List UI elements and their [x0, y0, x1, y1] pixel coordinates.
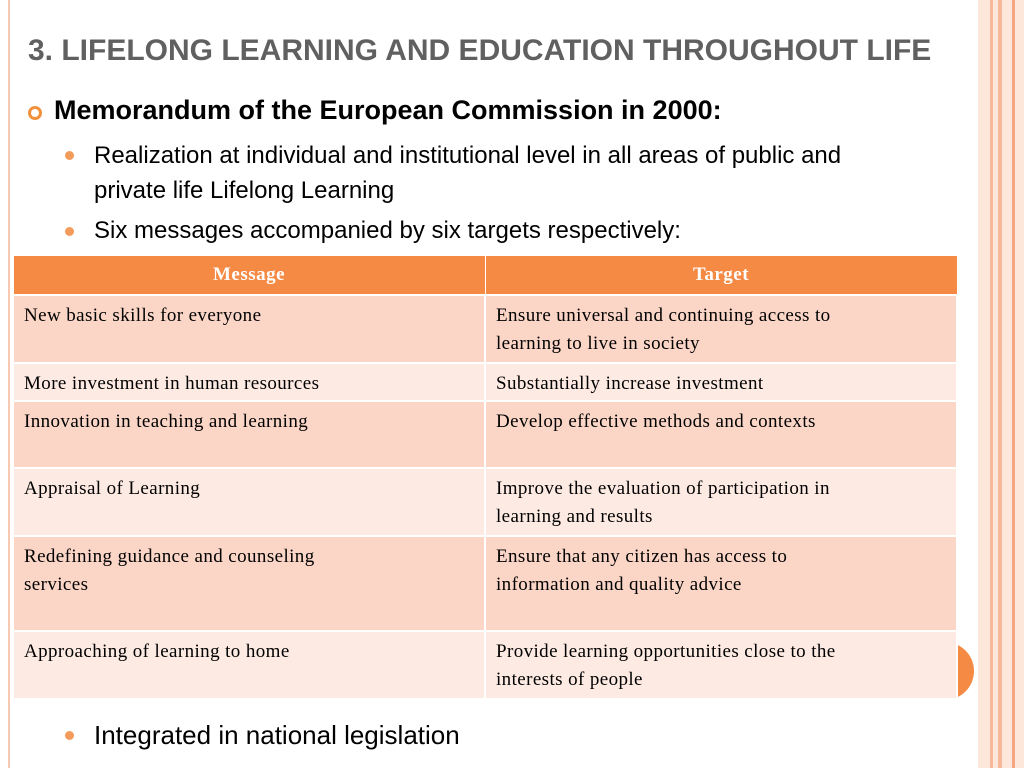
right-stripe-decoration [978, 0, 990, 768]
sub-bullet-text-continued: private life Lifelong Learning [94, 177, 395, 204]
target-cell [485, 536, 957, 631]
main-bullet-text: Memorandum of the European Commission in 2000: [54, 95, 722, 125]
target-cell [485, 631, 957, 699]
target-cell [485, 295, 957, 363]
ring-bullet-icon [28, 106, 42, 120]
message-cell [13, 295, 485, 363]
column-header-target: Target [485, 256, 957, 296]
cell-line: New basic skills for everyone [24, 305, 262, 326]
cell-line: Substantially increase investment [496, 373, 764, 394]
cell-line: services [24, 574, 89, 595]
cell-line: Approaching of learning to home [24, 641, 290, 662]
cell-line: learning to live in society [496, 333, 700, 354]
slide-title: 3. LIFELONG LEARNING AND EDUCATION THROUGHOUT LIFE [28, 34, 932, 67]
bullet-dot-icon [65, 227, 74, 236]
table-row [13, 401, 957, 468]
bullet-dot-icon [65, 151, 74, 160]
cell-line: learning and results [496, 506, 653, 527]
cell-line: Innovation in teaching and learning [24, 411, 309, 432]
right-stripe-decoration [1015, 0, 1024, 768]
target-cell [485, 363, 957, 401]
table-row [13, 363, 957, 401]
messages-targets-table [12, 255, 958, 700]
column-header-message: Message [13, 256, 485, 296]
cell-line: Appraisal of Learning [24, 478, 201, 499]
cell-line: Improve the evaluation of participation in [496, 478, 830, 499]
bottom-bullet-text: Integrated in national legislation [94, 720, 460, 750]
sub-bullet-text: Realization at individual and institutional level in all areas of public and [94, 142, 842, 169]
message-cell [13, 468, 485, 536]
message-cell [13, 401, 485, 468]
message-cell [13, 536, 485, 631]
cell-line: interests of people [496, 669, 643, 690]
table-row [13, 468, 957, 536]
table-row [13, 536, 957, 631]
left-border-decoration [8, 0, 10, 768]
right-stripe-decoration [1002, 0, 1012, 768]
table-row [13, 295, 957, 363]
bullet-dot-icon [65, 731, 74, 740]
cell-line: Ensure that any citizen has access to [496, 546, 788, 567]
message-cell [13, 631, 485, 699]
cell-line: Redefining guidance and counseling [24, 546, 315, 567]
cell-line: Develop effective methods and contexts [496, 411, 816, 432]
target-cell [485, 401, 957, 468]
cell-line: Provide learning opportunities close to the [496, 641, 836, 662]
message-cell [13, 363, 485, 401]
cell-line: More investment in human resources [24, 373, 320, 394]
target-cell [485, 468, 957, 536]
cell-line: Ensure universal and continuing access to [496, 305, 831, 326]
table-row [13, 631, 957, 699]
cell-line: information and quality advice [496, 574, 742, 595]
sub-bullet-text: Six messages accompanied by six targets respectively: [94, 217, 681, 244]
